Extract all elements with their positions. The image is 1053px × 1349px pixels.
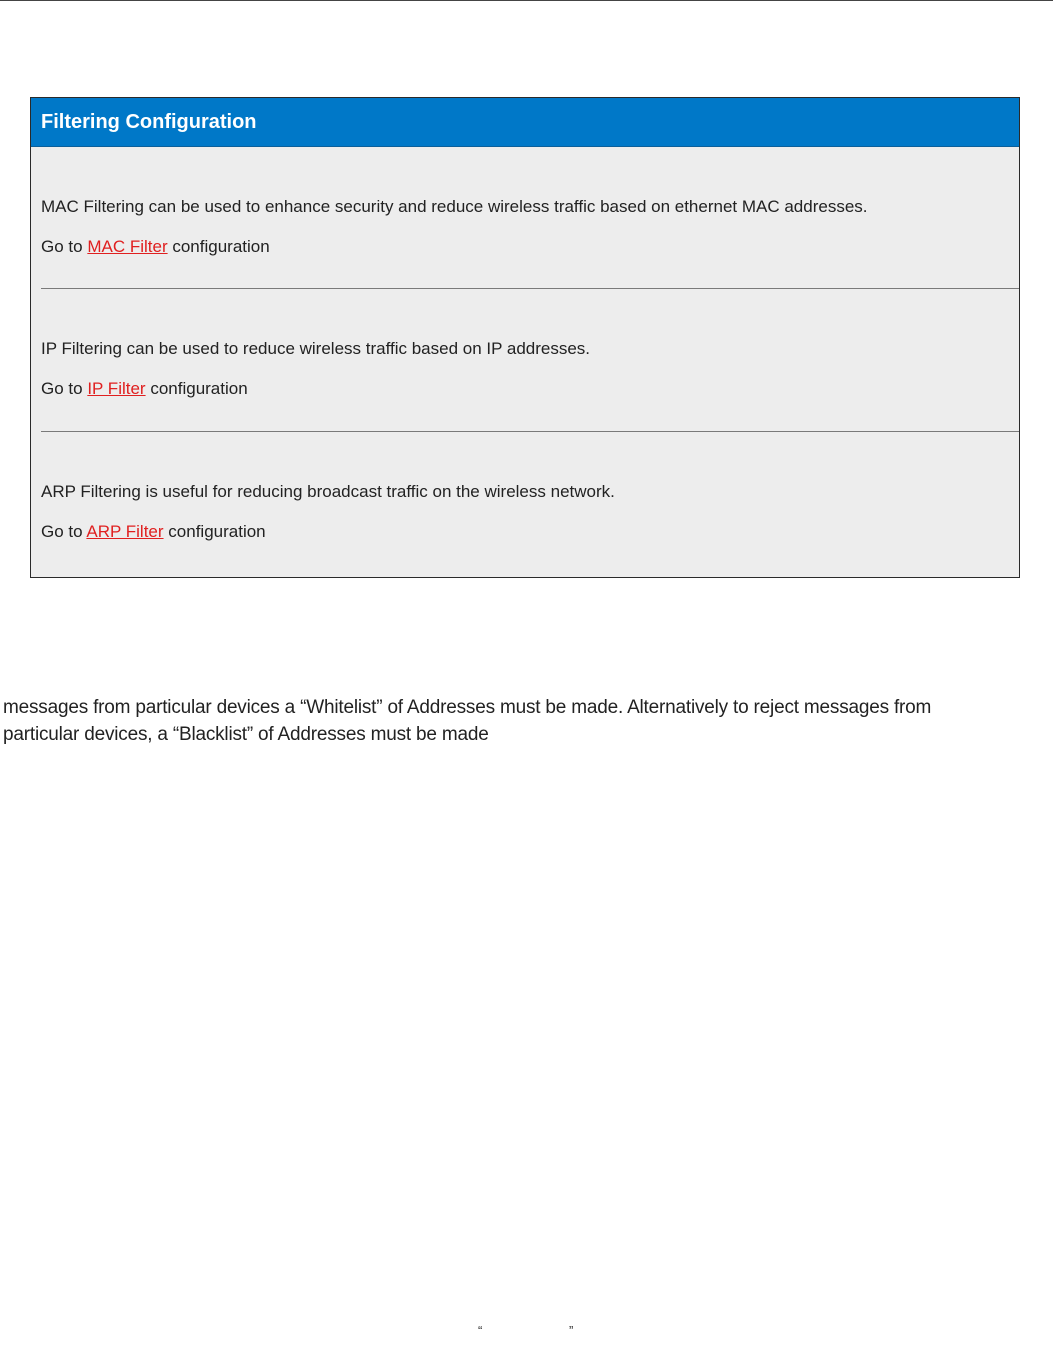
- body-paragraph: [3, 694, 1043, 748]
- mac-filter-goto: [41, 237, 270, 257]
- arp-filter-description: ARP Filtering is useful for reducing broadcast traffic on the wireless network.: [41, 482, 615, 501]
- ip-filter-description: IP Filtering can be used to reduce wireless traffic based on IP addresses.: [41, 339, 591, 358]
- goto-prefix: Go to: [41, 379, 83, 398]
- body-line-2: particular devices, a “Blacklist” of Addresses must be made: [3, 724, 489, 745]
- mac-filter-section: [31, 147, 1019, 288]
- ip-filter-goto: [41, 379, 248, 399]
- arp-filter-goto: [41, 522, 266, 542]
- open-quote-mark: “: [478, 1323, 483, 1338]
- filtering-config-panel: [30, 97, 1020, 578]
- mac-filter-description: MAC Filtering can be used to enhance security and reduce wireless traffic based on ethernet MAC addresses.: [41, 197, 868, 216]
- panel-title: Filtering Configuration: [31, 98, 1019, 147]
- arp-filter-link[interactable]: ARP Filter: [86, 522, 164, 541]
- goto-suffix: configuration: [172, 237, 270, 256]
- goto-suffix: configuration: [168, 522, 266, 541]
- goto-suffix: configuration: [150, 379, 248, 398]
- mac-filter-link[interactable]: MAC Filter: [87, 237, 168, 256]
- body-line-1: messages from particular devices a “Whitelist” of Addresses must be made. Alternatively to reject messages from: [3, 697, 932, 718]
- arp-filter-section: [31, 432, 1019, 578]
- goto-prefix: Go to: [41, 237, 83, 256]
- top-rule: [0, 0, 1053, 1]
- goto-prefix: Go to: [41, 522, 83, 541]
- ip-filter-section: [31, 289, 1019, 431]
- ip-filter-link[interactable]: IP Filter: [87, 379, 146, 398]
- close-quote-mark: ”: [569, 1323, 574, 1338]
